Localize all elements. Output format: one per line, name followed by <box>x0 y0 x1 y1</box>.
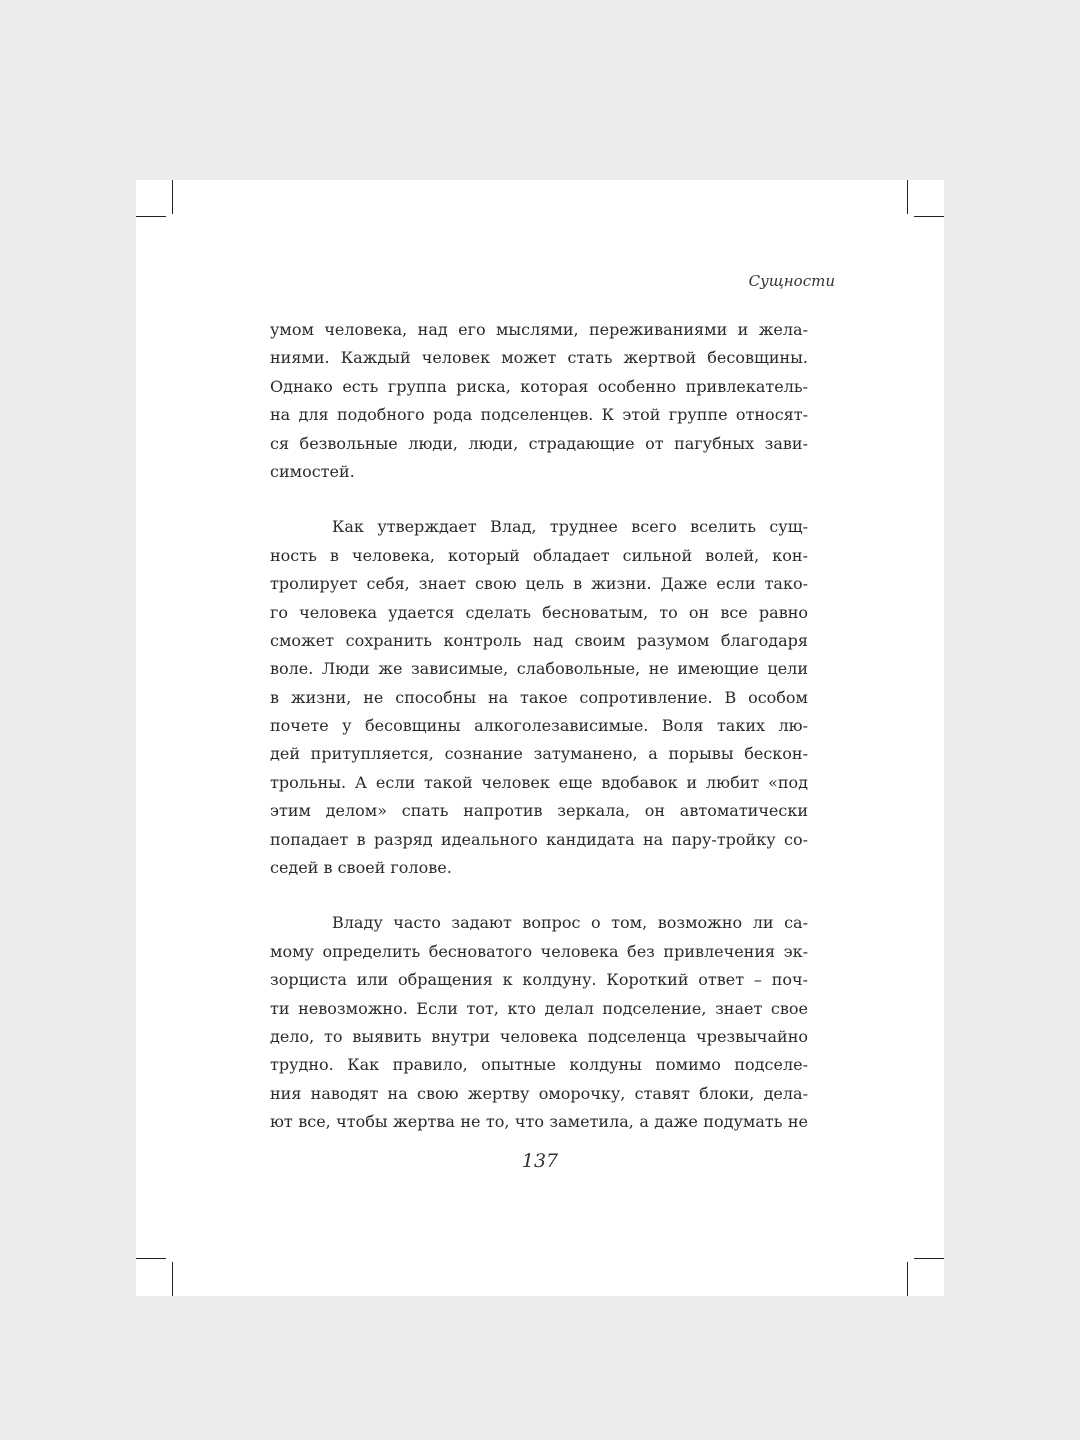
page-number: 137 <box>521 1150 559 1172</box>
text-line: трольны. А если такой человек еще вдобавок и любит «под <box>270 772 808 792</box>
crop-mark-top-left-horizontal <box>136 216 166 217</box>
text-line: попадает в разряд идеального кандидата на пару-тройку со- <box>270 829 808 849</box>
text-line: Владу часто задают вопрос о том, возможно ли са- <box>332 913 808 933</box>
text-line: в жизни, не способны на такое сопротивление. В особом <box>270 687 808 707</box>
text-line: дело, то выявить внутри человека подселенца чрезвычайно <box>270 1026 808 1046</box>
crop-mark-top-left-vertical <box>172 180 173 214</box>
crop-mark-bottom-left-horizontal <box>136 1258 166 1259</box>
text-line: на для подобного рода подселенцев. К этой группе относят- <box>270 405 808 425</box>
crop-mark-bottom-right-vertical <box>907 1262 908 1296</box>
text-line: седей в своей голове. <box>270 858 452 878</box>
body-text <box>270 316 808 1137</box>
text-line: Однако есть группа риска, которая особенно привлекатель- <box>270 376 808 396</box>
text-line: дей притупляется, сознание затуманено, а порывы бескон- <box>270 744 808 764</box>
crop-mark-top-right-vertical <box>907 180 908 214</box>
text-line: Как утверждает Влад, труднее всего вселить сущ- <box>332 517 808 537</box>
text-line: умом человека, над его мыслями, переживаниями и жела- <box>270 320 808 339</box>
text-line: ют все, чтобы жертва не то, что заметила, а даже подумать не <box>270 1112 808 1132</box>
text-line: мому определить бесноватого человека без привлечения эк- <box>270 941 808 961</box>
text-line: го человека удается сделать бесноватым, то он все равно <box>270 602 808 622</box>
text-line: почете у бесовщины алкоголезависимые. Воля таких лю- <box>270 716 808 736</box>
text-line: ния наводят на свою жертву оморочку, ставят блоки, дела- <box>270 1083 808 1103</box>
text-line: ти невозможно. Если тот, кто делал подселение, знает свое <box>270 998 808 1018</box>
text-line: ниями. Каждый человек может стать жертвой бесовщины. <box>270 348 808 368</box>
crop-mark-top-right-horizontal <box>914 216 944 217</box>
crop-mark-bottom-right-horizontal <box>914 1258 944 1259</box>
text-line: тролирует себя, знает свою цель в жизни. Даже если тако- <box>270 574 808 594</box>
book-page <box>136 180 944 1296</box>
crop-mark-bottom-left-vertical <box>172 1262 173 1296</box>
text-line: этим делом» спать напротив зеркала, он автоматически <box>270 801 808 821</box>
text-line: ность в человека, который обладает сильной волей, кон- <box>270 545 808 565</box>
text-line: воле. Люди же зависимые, слабовольные, не имеющие цели <box>270 659 808 679</box>
text-line: трудно. Как правило, опытные колдуны помимо подселе- <box>270 1055 808 1075</box>
text-line: ся безвольные люди, люди, страдающие от пагубных зави- <box>270 433 808 453</box>
text-line: сможет сохранить контроль над своим разумом благодаря <box>270 630 808 650</box>
running-head: Сущности <box>748 272 835 290</box>
text-line: симостей. <box>270 461 355 481</box>
text-line: зорциста или обращения к колдуну. Короткий ответ – поч- <box>270 970 808 990</box>
